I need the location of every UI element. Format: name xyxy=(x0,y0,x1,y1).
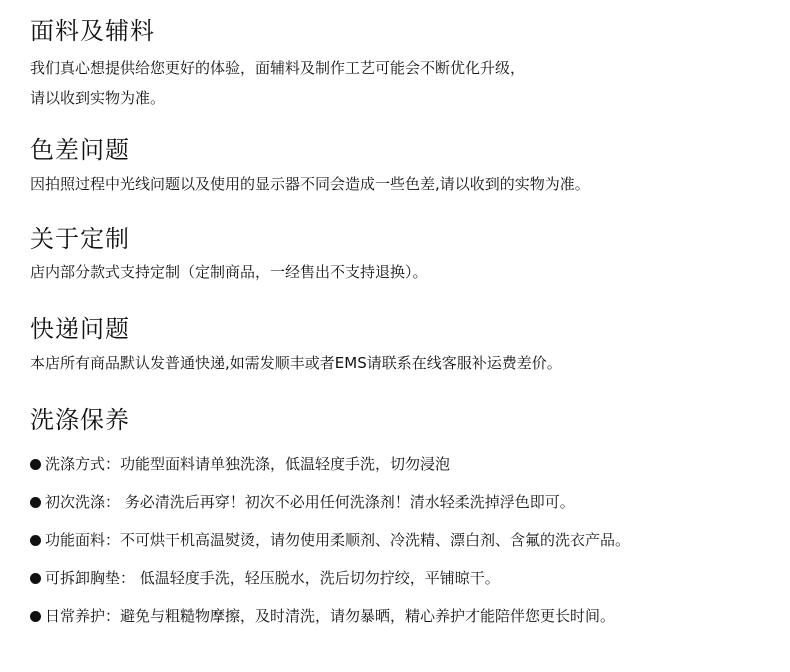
care-item-text: 日常养护：避免与粗糙物摩擦，及时清洗，请勿暴晒，精心养护才能陪伴您更长时间。 xyxy=(45,607,616,625)
color-difference-text: 因拍照过程中光线问题以及使用的显示器不同会造成一些色差,请以收到的实物为准。 xyxy=(30,175,590,193)
care-item-text: 初次洗涤： 务必清洗后再穿！初次不必用任何洗涤剂！清水轻柔洗掉浮色即可。 xyxy=(45,493,575,511)
care-item-functional-fabric xyxy=(30,529,775,551)
bullet-icon xyxy=(30,611,41,622)
fabric-text-line-2: 请以收到实物为准。 xyxy=(30,89,166,107)
shipping-section xyxy=(30,314,775,374)
shipping-heading: 快递问题 xyxy=(30,315,130,343)
bullet-icon xyxy=(30,459,41,470)
bullet-icon xyxy=(30,497,41,508)
washing-care-heading: 洗涤保养 xyxy=(30,406,130,434)
fabric-text-line-1: 我们真心想提供给您更好的体验，面辅料及制作工艺可能会不断优化升级， xyxy=(30,59,526,77)
color-difference-heading: 色差问题 xyxy=(30,136,130,164)
fabric-heading: 面料及辅料 xyxy=(30,17,155,45)
washing-care-section xyxy=(30,405,775,627)
care-item-text: 功能面料：不可烘干机高温熨烫，请勿使用柔顺剂、冷洗精、漂白剂、含氟的洗衣产品。 xyxy=(45,531,631,549)
customization-text: 店内部分款式支持定制（定制商品，一经售出不支持退换）。 xyxy=(30,263,428,281)
care-item-washing-method xyxy=(30,453,775,475)
bullet-icon xyxy=(30,535,41,546)
customization-section xyxy=(30,224,775,283)
washing-care-list xyxy=(30,453,775,627)
customization-heading: 关于定制 xyxy=(30,225,130,253)
shipping-text: 本店所有商品默认发普通快递,如需发顺丰或者EMS请联系在线客服补运费差价。 xyxy=(30,354,562,372)
care-item-text: 可拆卸胸垫： 低温轻度手洗，轻压脱水，洗后切勿拧绞，平铺晾干。 xyxy=(45,569,500,587)
fabric-section xyxy=(30,16,775,109)
care-item-first-wash xyxy=(30,491,775,513)
color-difference-section xyxy=(30,135,775,195)
care-item-text: 洗涤方式：功能型面料请单独洗涤，低温轻度手洗，切勿浸泡 xyxy=(45,455,451,473)
bullet-icon xyxy=(30,573,41,584)
care-item-daily-care xyxy=(30,605,775,627)
care-item-removable-pad xyxy=(30,567,775,589)
